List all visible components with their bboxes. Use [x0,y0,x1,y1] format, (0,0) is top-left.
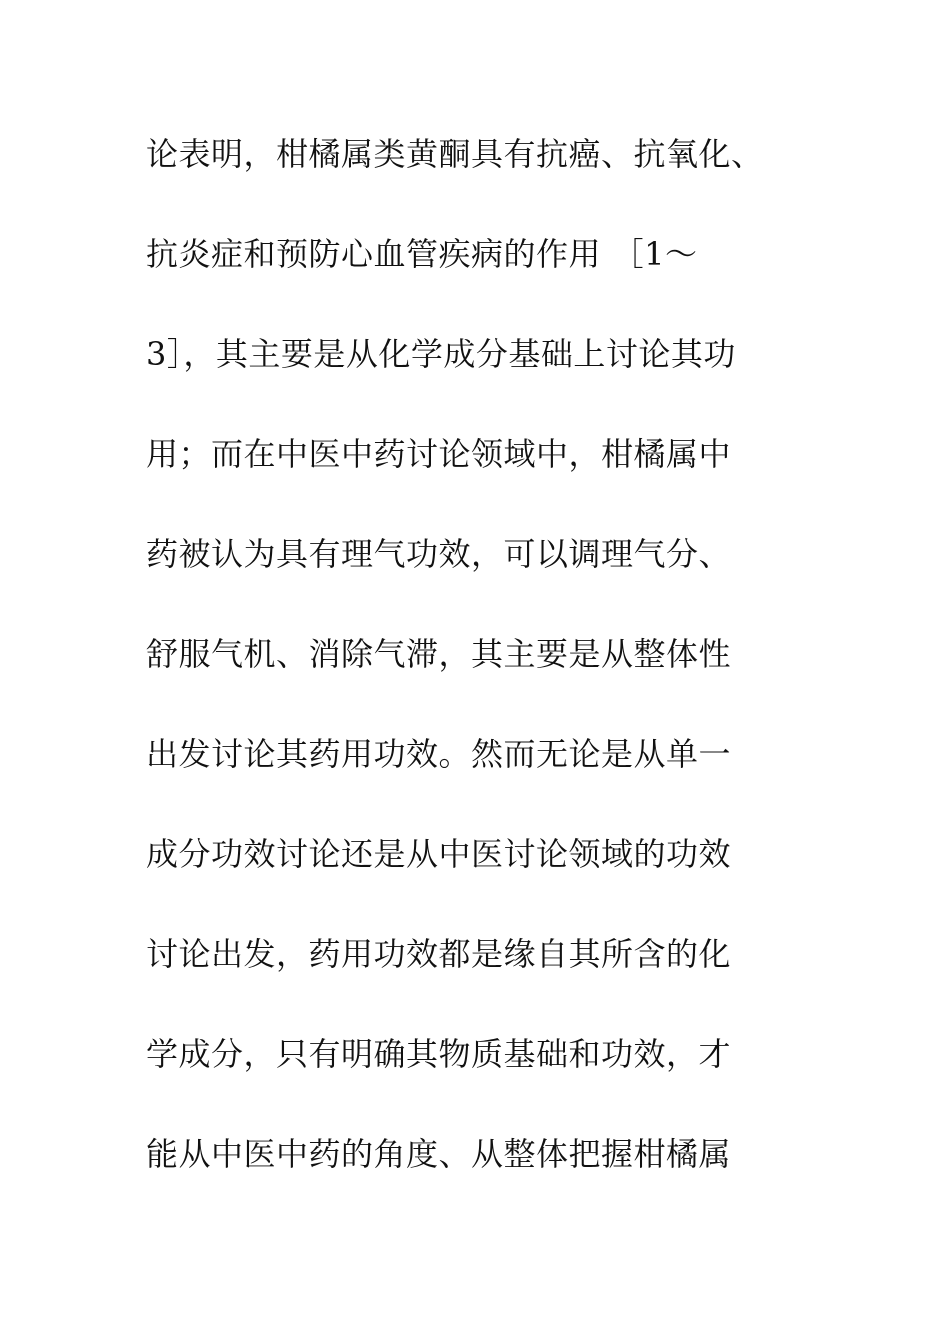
text-line: 出发讨论其药用功效。然而无论是从单一 [146,735,732,773]
text-line: 用；而在中医中药讨论领域中，柑橘属中 [146,435,732,473]
text-line: 舒服气机、消除气滞，其主要是从整体性 [146,635,732,673]
text-line: 能从中医中药的角度、从整体把握柑橘属 [146,1135,732,1173]
text-line: 学成分，只有明确其物质基础和功效，才 [146,1035,732,1073]
text-line: 成分功效讨论还是从中医讨论领域的功效 [146,835,732,873]
text-line: 3］，其主要是从化学成分基础上讨论其功 [146,335,736,373]
text-line: 论表明，柑橘属类黄酮具有抗癌、抗氧化、 [146,135,764,173]
text-line: 讨论出发，药用功效都是缘自其所含的化 [146,935,732,973]
body-paragraph [146,122,826,1222]
text-line: 抗炎症和预防心血管疾病的作用 ［1～ [146,235,698,273]
text-line: 药被认为具有理气功效，可以调理气分、 [146,535,732,573]
